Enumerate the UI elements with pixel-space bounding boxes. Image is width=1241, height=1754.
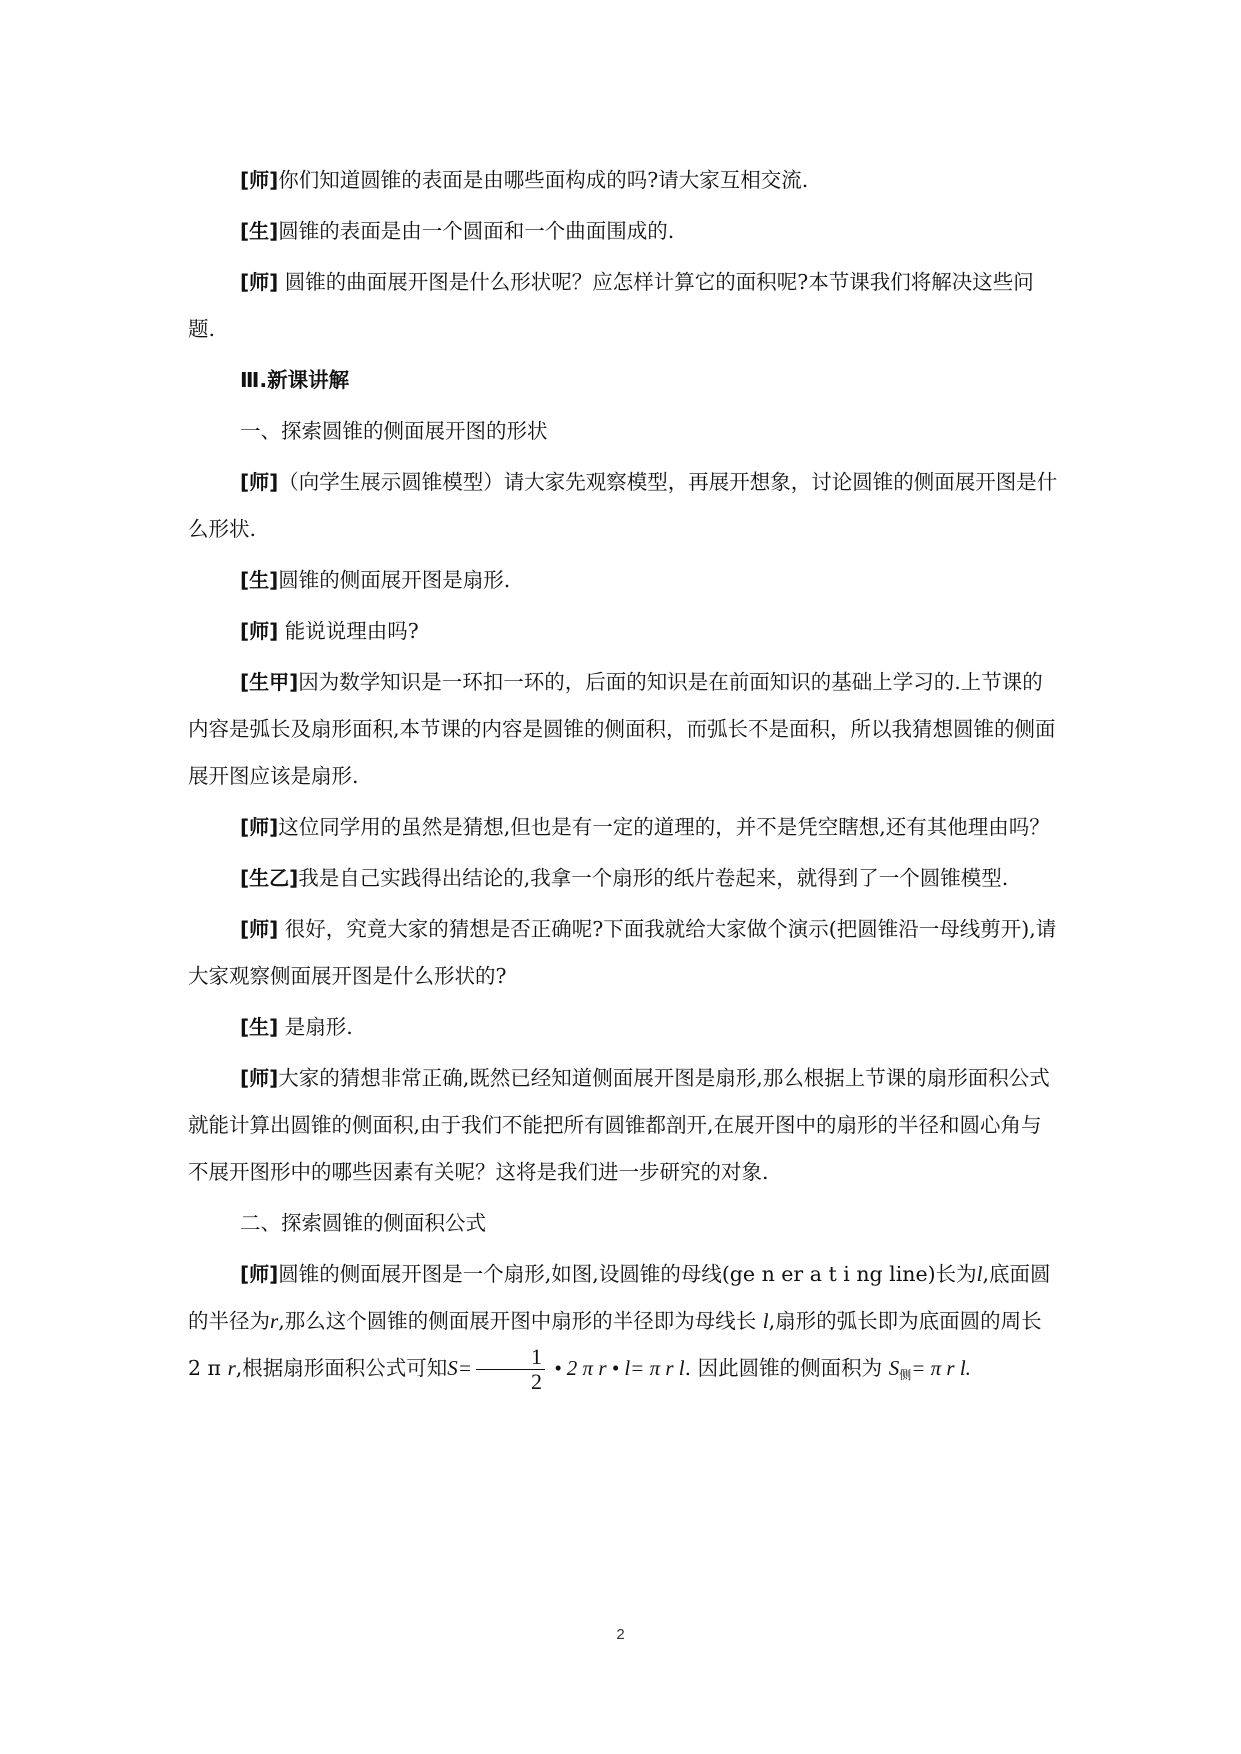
- text-segment: ,扇形的弧长即为底面圆的周长 2 π: [188, 1309, 1042, 1380]
- paragraph-text: 我是自己实践得出结论的,我拿一个扇形的纸片卷起来，就得到了一个圆锥模型.: [298, 866, 1009, 890]
- formula-s-side: S: [888, 1356, 900, 1380]
- text-segment: 圆锥的侧面展开图是一个扇形,如图,设圆锥的母线(ge n er a t i ng line)长为: [278, 1262, 977, 1286]
- paragraph-text: 因为数学知识是一环扣一环的，后面的知识是在前面知识的基础上学习的.上节课的内容是弧长及扇形面积,本节课的内容是圆锥的侧面积，而弧长不是面积，所以我猜想圆锥的侧面展开图应该是扇形.: [188, 670, 1056, 788]
- paragraph-5: [188, 557, 1058, 604]
- paragraph-9: [188, 855, 1058, 902]
- paragraph-text: 圆锥的侧面展开图是扇形.: [278, 568, 511, 592]
- speaker-tag: [师]: [240, 270, 279, 294]
- variable-r: r: [270, 1309, 279, 1333]
- speaker-tag: [生]: [240, 568, 279, 592]
- paragraph-text: 很好，究竟大家的猜想是否正确呢?下面我就给大家做个演示(把圆锥沿一母线剪开),请大家观察侧面展开图是什么形状的?: [188, 917, 1057, 988]
- section-heading: Ⅲ.新课讲解: [240, 368, 350, 392]
- text-segment: ,根据扇形面积公式可知: [235, 1356, 448, 1380]
- paragraph-text: 你们知道圆锥的表面是由哪些面构成的吗?请大家互相交流.: [278, 168, 809, 192]
- paragraph-10: [188, 906, 1058, 1000]
- variable-l: l: [762, 1309, 769, 1333]
- variable-r: r: [227, 1356, 236, 1380]
- paragraph-6: [188, 608, 1058, 655]
- paragraph-3: [188, 259, 1058, 353]
- speaker-tag: [师]: [240, 168, 279, 192]
- paragraph-8: [188, 804, 1058, 851]
- paragraph-7: [188, 659, 1058, 800]
- paragraph-text: 是扇形.: [278, 1015, 353, 1039]
- speaker-tag: [生]: [240, 1015, 279, 1039]
- paragraph-12: [188, 1055, 1058, 1196]
- speaker-tag: [师]: [240, 917, 279, 941]
- subsection-heading-2: 二、探索圆锥的侧面积公式: [240, 1211, 486, 1235]
- formula-s-equals: S=: [447, 1356, 472, 1380]
- text-segment: ,那么这个圆锥的侧面展开图中扇形的半径即为母线长: [278, 1309, 763, 1333]
- paragraph-1: [188, 157, 1058, 204]
- paragraph-4: [188, 459, 1058, 553]
- paragraph-2: [188, 208, 1058, 255]
- paragraph-text: （向学生展示圆锥模型）请大家先观察模型，再展开想象，讨论圆锥的侧面展开图是什么形状.: [188, 470, 1058, 541]
- speaker-tag: [师]: [240, 470, 279, 494]
- page-number: 2: [616, 1626, 625, 1643]
- text-segment: . 因此圆锥的侧面积为: [684, 1356, 889, 1380]
- speaker-tag: [师]: [240, 1262, 279, 1286]
- text-segment: ,底面圆的半径为: [188, 1262, 1051, 1333]
- fraction-numerator: 1: [476, 1345, 545, 1370]
- speaker-tag: [师]: [240, 815, 279, 839]
- formula-result: = π r l.: [911, 1356, 971, 1380]
- paragraph-11: [188, 1004, 1058, 1051]
- fraction-denominator: 2: [530, 1369, 542, 1394]
- subsection-heading-1: 一、探索圆锥的侧面展开图的形状: [240, 419, 548, 443]
- paragraph-text: 圆锥的表面是由一个圆面和一个曲面围成的.: [278, 219, 675, 243]
- speaker-tag: [师]: [240, 619, 279, 643]
- formula-paragraph: [188, 1251, 1058, 1399]
- formula-expression: • 2 π r • l= π r l: [548, 1356, 685, 1380]
- speaker-tag: [生]: [240, 219, 279, 243]
- paragraph-text: 圆锥的曲面展开图是什么形状呢？应怎样计算它的面积呢?本节课我们将解决这些问题.: [188, 270, 1034, 341]
- paragraph-text: 这位同学用的虽然是猜想,但也是有一定的道理的，并不是凭空瞎想,还有其他理由吗？: [278, 815, 1050, 839]
- paragraph-text: 大家的猜想非常正确,既然已经知道侧面展开图是扇形,那么根据上节课的扇形面积公式就能计算出圆锥的侧面积,由于我们不能把所有圆锥都剖开,在展开图中的扇形的半径和圆心角与不展开图形中的哪些因素有关呢？这将是我们进一步研究的对象.: [188, 1066, 1050, 1184]
- subscript-side: 侧: [899, 1368, 912, 1382]
- speaker-tag: [生乙]: [240, 866, 299, 890]
- fraction-one-half: [476, 1345, 545, 1394]
- speaker-tag: [生甲]: [240, 670, 299, 694]
- lesson-text: [188, 157, 1058, 1403]
- speaker-tag: [师]: [240, 1066, 279, 1090]
- paragraph-text: 能说说理由吗?: [278, 619, 419, 643]
- variable-l: l: [976, 1262, 983, 1286]
